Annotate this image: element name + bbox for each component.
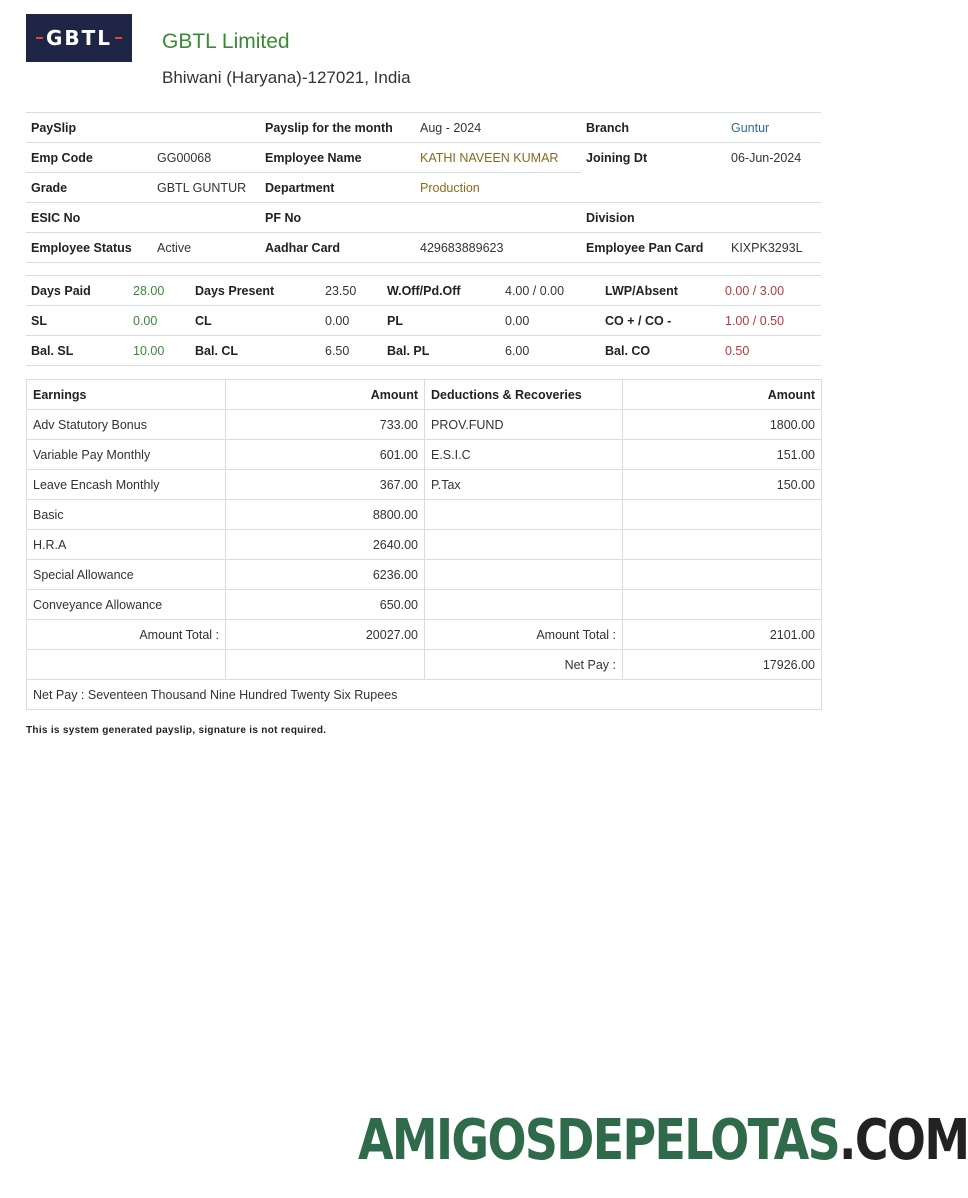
woff-label: W.Off/Pd.Off — [382, 276, 500, 306]
sl-value: 0.00 — [128, 306, 190, 336]
watermark — [358, 1108, 968, 1173]
net-pay-row — [27, 650, 822, 680]
division-label: Division — [581, 203, 726, 233]
table-row — [27, 440, 822, 470]
earning-name: Basic — [27, 500, 226, 530]
bal-cl-label: Bal. CL — [190, 336, 320, 366]
lwp-label: LWP/Absent — [600, 276, 720, 306]
deduction-amount — [623, 560, 822, 590]
branch-value: Guntur — [726, 113, 821, 143]
ded-total-value: 2101.00 — [623, 620, 822, 650]
bal-co-value: 0.50 — [720, 336, 821, 366]
table-row — [27, 500, 822, 530]
grade-label: Grade — [26, 173, 152, 203]
earning-amount: 367.00 — [226, 470, 425, 500]
deductions-header: Deductions & Recoveries — [425, 380, 623, 410]
watermark-part2: .COM — [839, 1108, 968, 1173]
emp-name-value: KATHI NAVEEN KUMAR — [415, 143, 581, 173]
earning-name: H.R.A — [27, 530, 226, 560]
dept-label: Department — [260, 173, 415, 203]
attendance-row — [26, 306, 821, 336]
deduction-name: PROV.FUND — [425, 410, 623, 440]
earnings-amount-header: Amount — [226, 380, 425, 410]
status-label: Employee Status — [26, 233, 152, 263]
company-name: GBTL Limited — [162, 30, 290, 53]
info-row — [26, 143, 821, 173]
earnings-header: Earnings — [27, 380, 226, 410]
bal-pl-value: 6.00 — [500, 336, 600, 366]
attendance-row — [26, 276, 821, 306]
pf-label: PF No — [260, 203, 415, 233]
table-row — [27, 590, 822, 620]
pan-value: KIXPK3293L — [726, 233, 821, 263]
attendance-row — [26, 336, 821, 366]
earn-total-label: Amount Total : — [27, 620, 226, 650]
aadhar-label: Aadhar Card — [260, 233, 415, 263]
employee-info-table — [26, 112, 821, 263]
bal-cl-value: 6.50 — [320, 336, 382, 366]
table-row — [27, 560, 822, 590]
deductions-amount-header: Amount — [623, 380, 822, 410]
month-label: Payslip for the month — [260, 113, 415, 143]
earning-amount: 6236.00 — [226, 560, 425, 590]
company-address: Bhiwani (Haryana)-127021, India — [162, 68, 411, 87]
payslip-label: PaySlip — [26, 113, 152, 143]
days-present-value: 23.50 — [320, 276, 382, 306]
emp-code-value: GG00068 — [152, 143, 260, 173]
earning-amount: 2640.00 — [226, 530, 425, 560]
days-paid-value: 28.00 — [128, 276, 190, 306]
info-row — [26, 173, 821, 203]
pan-label: Employee Pan Card — [581, 233, 726, 263]
deduction-amount: 151.00 — [623, 440, 822, 470]
deduction-amount — [623, 530, 822, 560]
days-present-label: Days Present — [190, 276, 320, 306]
bal-sl-label: Bal. SL — [26, 336, 128, 366]
logo-text: GBTL — [45, 26, 113, 50]
attendance-table — [26, 275, 821, 366]
earning-amount: 8800.00 — [226, 500, 425, 530]
earning-amount: 733.00 — [226, 410, 425, 440]
info-row — [26, 233, 821, 263]
earning-name: Variable Pay Monthly — [27, 440, 226, 470]
pl-value: 0.00 — [500, 306, 600, 336]
grade-value: GBTL GUNTUR — [152, 173, 260, 203]
co-value: 1.00 / 0.50 — [720, 306, 821, 336]
branch-label: Branch — [581, 113, 726, 143]
table-row — [27, 410, 822, 440]
net-pay-words-row — [27, 680, 822, 710]
info-row — [26, 113, 821, 143]
joining-value: 06-Jun-2024 — [726, 143, 821, 173]
bal-sl-value: 10.00 — [128, 336, 190, 366]
deduction-name — [425, 500, 623, 530]
sl-label: SL — [26, 306, 128, 336]
earning-amount: 601.00 — [226, 440, 425, 470]
cl-label: CL — [190, 306, 320, 336]
pl-label: PL — [382, 306, 500, 336]
net-pay-label: Net Pay : — [425, 650, 623, 680]
bal-pl-label: Bal. PL — [382, 336, 500, 366]
aadhar-value: 429683889623 — [415, 233, 581, 263]
lwp-value: 0.00 / 3.00 — [720, 276, 821, 306]
net-pay-value: 17926.00 — [623, 650, 822, 680]
ded-total-label: Amount Total : — [425, 620, 623, 650]
earning-name: Special Allowance — [27, 560, 226, 590]
status-value: Active — [152, 233, 260, 263]
month-value: Aug - 2024 — [415, 113, 581, 143]
esic-label: ESIC No — [26, 203, 152, 233]
watermark-part1: AMIGOSDEPELOTAS — [358, 1108, 840, 1173]
cl-value: 0.00 — [320, 306, 382, 336]
emp-name-label: Employee Name — [260, 143, 415, 173]
earning-name: Leave Encash Monthly — [27, 470, 226, 500]
deduction-name — [425, 560, 623, 590]
earn-total-value: 20027.00 — [226, 620, 425, 650]
earning-name: Adv Statutory Bonus — [27, 410, 226, 440]
deduction-amount — [623, 590, 822, 620]
joining-label: Joining Dt — [581, 143, 726, 173]
footer-note: This is system generated payslip, signature is not required. — [26, 725, 327, 736]
earning-amount: 650.00 — [226, 590, 425, 620]
totals-row — [27, 620, 822, 650]
days-paid-label: Days Paid — [26, 276, 128, 306]
earning-name: Conveyance Allowance — [27, 590, 226, 620]
deduction-name: E.S.I.C — [425, 440, 623, 470]
company-logo — [26, 14, 132, 62]
table-row — [27, 470, 822, 500]
net-pay-words: Net Pay : Seventeen Thousand Nine Hundred Twenty Six Rupees — [27, 680, 822, 710]
deduction-name: P.Tax — [425, 470, 623, 500]
dept-value: Production — [415, 173, 581, 203]
table-row — [27, 530, 822, 560]
deduction-amount — [623, 500, 822, 530]
deduction-name — [425, 590, 623, 620]
deduction-amount: 1800.00 — [623, 410, 822, 440]
deduction-amount: 150.00 — [623, 470, 822, 500]
bal-co-label: Bal. CO — [600, 336, 720, 366]
woff-value: 4.00 / 0.00 — [500, 276, 600, 306]
co-label: CO + / CO - — [600, 306, 720, 336]
info-row — [26, 203, 821, 233]
earnings-header-row — [27, 380, 822, 410]
emp-code-label: Emp Code — [26, 143, 152, 173]
earnings-table — [26, 379, 822, 710]
deduction-name — [425, 530, 623, 560]
